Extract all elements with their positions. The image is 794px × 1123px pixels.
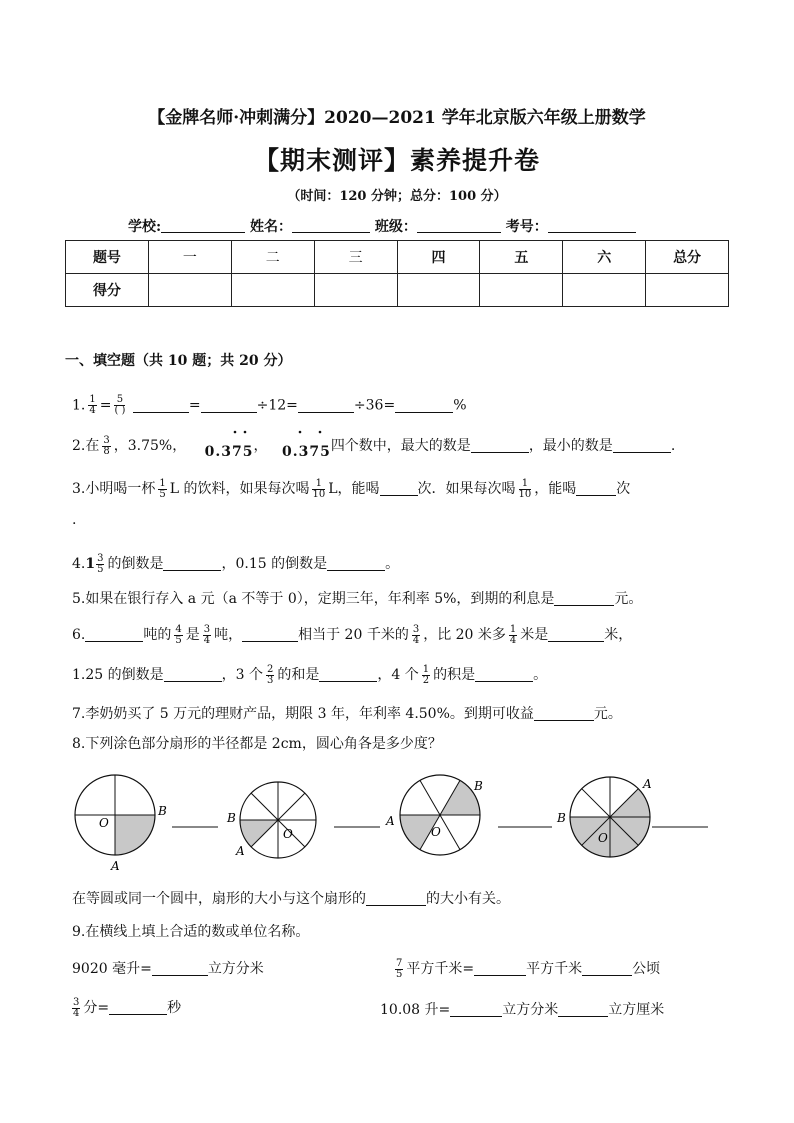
fraction: $\frac{3}{4}$ (73, 996, 80, 1019)
label-B: B (158, 804, 167, 818)
table-cell: 一 (148, 241, 231, 274)
answer-blank[interactable] (548, 626, 604, 642)
fraction: $\frac{1}{4}$ (509, 623, 517, 646)
question-8: 8.下列涂色部分扇形的半径都是 2cm，圆心角各是多少度？ (72, 736, 442, 752)
name-label: 姓名： (250, 219, 293, 235)
table-cell: 四 (397, 241, 480, 274)
fraction: $\frac{1}{10}$ (312, 477, 326, 500)
answer-blank[interactable] (298, 397, 354, 413)
circle-3 (385, 775, 552, 855)
circle-4 (556, 777, 708, 857)
answer-blank[interactable] (133, 397, 189, 413)
fraction: $\frac{1}{2}$ (422, 663, 430, 686)
repeating-decimal: 0.375 (204, 444, 254, 460)
exam-title: 【期末测评】素养提升卷 (253, 146, 540, 175)
answer-blank[interactable] (164, 666, 222, 682)
answer-blank[interactable] (534, 705, 594, 721)
fraction: $\frac{1}{5}$ (159, 477, 166, 500)
table-cell: 总分 (646, 241, 729, 274)
question-9c: $\frac{3}{4}$ 分= 秒 (73, 996, 182, 1019)
question-8-conclusion: 在等圆或同一个圆中，扇形的大小与这个扇形的 的大小有关。 (72, 891, 510, 907)
answer-blank[interactable] (576, 480, 616, 496)
answer-blank[interactable] (558, 1001, 608, 1017)
question-7: 7.李奶奶买了 5 万元的理财产品，期限 3 年，年利率 4.50%。到期可收益 元。 (72, 706, 622, 722)
answer-blank[interactable] (319, 666, 377, 682)
table-cell: 五 (480, 241, 563, 274)
score-cell[interactable] (480, 274, 563, 307)
label-O: O (99, 816, 109, 830)
question-3: 3.小明喝一杯 $\frac{1}{5}$ L 的饮料，如果每次喝 $\frac{1}{10}$ L，能喝 次．如果每次喝 $\frac{1}{10}$ ，能喝 次 (72, 477, 631, 500)
question-9a: 9020 毫升= 立方分米 (72, 961, 264, 977)
answer-blank[interactable] (85, 626, 143, 642)
name-field[interactable] (292, 218, 370, 233)
exam-series-title: 【金牌名师·冲刺满分】2020—2021 学年北京版六年级上册数学 (148, 108, 646, 128)
question-3-tail: . (72, 512, 77, 528)
fraction: $\frac{5}{( )}$ (114, 394, 126, 416)
class-field[interactable] (417, 218, 501, 233)
fraction: $\frac{3}{4}$ (412, 623, 420, 646)
question-9: 9.在横线上填上合适的数或单位名称。 (72, 924, 310, 940)
table-row (66, 274, 729, 307)
school-label: 学校: (128, 219, 162, 235)
label-A: A (111, 859, 120, 873)
fraction: $\frac{7}{5}$ (396, 957, 403, 980)
table-cell: 六 (563, 241, 646, 274)
student-info-line (128, 216, 636, 236)
label-A: A (643, 777, 652, 791)
question-4: 4.1 $\frac{3}{5}$ 的倒数是 ，0.15 的倒数是 。 (72, 552, 400, 575)
sector-diagrams (0, 770, 794, 880)
repeating-dots (0, 428, 794, 448)
fraction: $\frac{4}{5}$ (175, 623, 182, 646)
label-O: O (598, 831, 608, 845)
question-5: 5.如果在银行存入 a 元（a 不等于 0），定期三年，年利率 5%，到期的利息是 元。 (72, 591, 643, 607)
table-cell: 三 (314, 241, 397, 274)
circle-1 (75, 775, 218, 873)
label-O: O (283, 827, 293, 841)
label-B: B (227, 811, 236, 825)
label-O: O (431, 825, 441, 839)
question-6-line2: 1.25 的倒数是 ，3 个 $\frac{2}{3}$ 的和是 ，4 个 $\frac{1}{2}$ 的积是 。 (72, 663, 548, 686)
section-heading: 一、填空题（共 10 题；共 20 分） (65, 353, 292, 369)
answer-blank[interactable] (554, 590, 614, 606)
score-cell[interactable] (646, 274, 729, 307)
fraction: $\frac{3}{5}$ (97, 552, 104, 575)
class-label: 班级： (374, 219, 417, 235)
question-2: 2.在 $\frac{3}{8}$ ，3.75%， 0.375， 0.375四个数中，最大的数是 ，最小的数是 . (72, 434, 676, 460)
answer-blank[interactable] (201, 397, 257, 413)
table-cell: 题号 (66, 241, 149, 274)
score-cell[interactable] (397, 274, 480, 307)
answer-blank[interactable] (380, 480, 418, 496)
table-cell: 得分 (66, 274, 149, 307)
fraction: $\frac{1}{10}$ (518, 477, 532, 500)
answer-blank[interactable] (395, 397, 453, 413)
question-9d: 10.08 升= 立方分米 立方厘米 (380, 1002, 665, 1018)
answer-blank[interactable] (450, 1001, 502, 1017)
score-cell[interactable] (148, 274, 231, 307)
answer-blank[interactable] (152, 960, 208, 976)
answer-blank[interactable] (242, 626, 298, 642)
label-A: A (236, 844, 245, 858)
table-cell: 二 (231, 241, 314, 274)
score-cell[interactable] (563, 274, 646, 307)
table-row (66, 241, 729, 274)
score-cell[interactable] (231, 274, 314, 307)
answer-blank[interactable] (366, 890, 426, 906)
label-B: B (557, 811, 566, 825)
label-B: B (474, 779, 483, 793)
fraction: $\frac{2}{3}$ (266, 663, 274, 686)
fraction: $\frac{3}{4}$ (203, 623, 211, 646)
answer-blank[interactable] (582, 960, 632, 976)
answer-blank[interactable] (163, 555, 221, 571)
answer-blank[interactable] (109, 999, 167, 1015)
question-6: 6. 吨的 $\frac{4}{5}$ 是 $\frac{3}{4}$ 吨， 相当于 20 千米的 $\frac{3}{4}$ ，比 20 米多 $\frac{1}{4}$ 米是 米， (72, 623, 633, 646)
fraction: $\frac{1}{4}$ (89, 394, 96, 416)
circle-2 (226, 782, 380, 858)
exam-no-field[interactable] (548, 218, 636, 233)
question-9b: $\frac{7}{5}$ 平方千米= 平方千米 公顷 (396, 957, 661, 980)
label-A: A (386, 814, 395, 828)
exam-no-label: 考号： (505, 219, 548, 235)
question-1: 1. $\frac{1}{4}$ = $\frac{5}{( )}$ = ÷12= ÷36= % (72, 394, 467, 416)
score-table (65, 240, 729, 307)
answer-blank[interactable] (327, 555, 385, 571)
exam-time-info: （时间：120 分钟；总分：100 分） (287, 189, 507, 204)
school-field[interactable] (161, 218, 245, 233)
fraction: $\frac{3}{8}$ (103, 434, 110, 457)
score-cell[interactable] (314, 274, 397, 307)
answer-blank[interactable] (475, 666, 533, 682)
answer-blank[interactable] (474, 960, 526, 976)
repeating-decimal: 0.375 (281, 444, 331, 460)
